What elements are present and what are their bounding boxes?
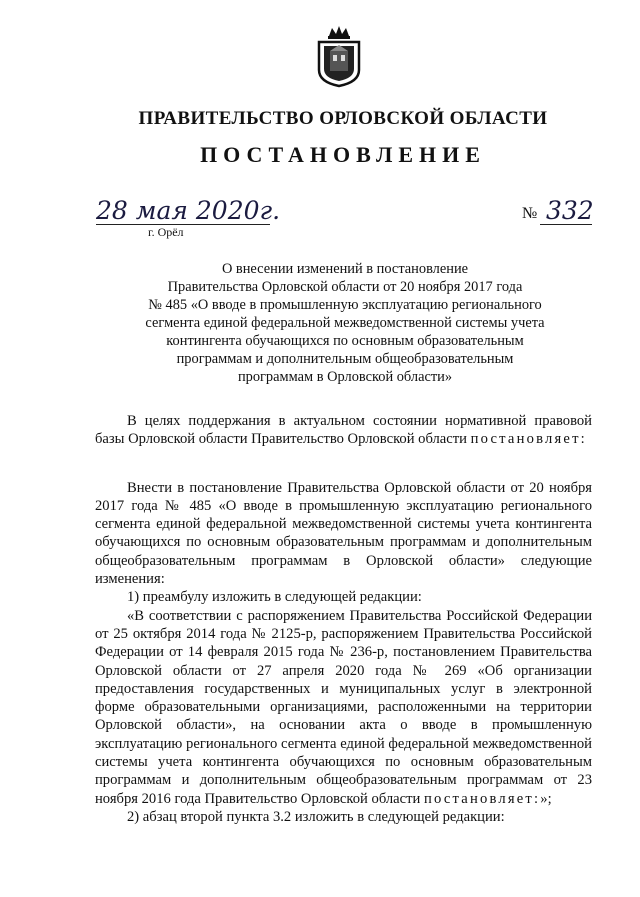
coat-of-arms-icon — [316, 24, 362, 88]
resolves-word: постановляет: — [470, 431, 587, 448]
subject-line: программам и дополнительным общеобразовательным — [176, 351, 514, 367]
government-title: ПРАВИТЕЛЬСТВО ОРЛОВСКОЙ ОБЛАСТИ — [138, 108, 548, 129]
resolution-body — [95, 412, 592, 826]
resolution-subject — [120, 260, 570, 386]
item-2: 2) абзац второй пункта 3.2 изложить в следующей редакции: — [127, 808, 505, 825]
number-underline — [540, 224, 592, 225]
handwritten-date: 28 мая 2020г. — [96, 196, 281, 225]
preamble-text: В целях поддержания в актуальном состоянии нормативной правовой базы Орловской области Правительство Орловской области — [95, 413, 592, 448]
number-label: № — [522, 205, 538, 222]
handwritten-number: 332 — [546, 196, 594, 225]
subject-line: Правительства Орловской области от 20 ноября 2017 года — [167, 279, 523, 295]
subject-line: № 485 «О вводе в промышленную эксплуатацию регионального — [148, 297, 542, 313]
subject-line: О внесении изменений в постановление — [221, 261, 469, 277]
preamble-paragraph — [95, 412, 592, 449]
quoted-preamble-text: «В соответствии с распоряжением Правительства Российской Федерации от 25 октября 2014 года № 2125-р, распоряжением Правительства Российской Федерации от 14 февраля 2015 года № 236-р, постановлением Правительства Орловской области от 27 апреля 2020 года № 269 «Об организации предоставления государственных и муниципальных услуг в электронной форме образовательными организациями, расположенными на территории Орловской области», на основании акта о вводе в промышленную эксплуатацию регионального сегмента единой федеральной межведомственной системы учета контингента обучающихся по основным образовательным программам и дополнительным общеобразовательным программам от 23 ноября 2016 года Правительство Орловской области — [95, 607, 592, 807]
city-label: г. Орёл — [148, 225, 184, 239]
subject-line: программам в Орловской области» — [237, 369, 453, 385]
quoted-resolves-word: постановляет: — [423, 790, 541, 807]
subject-line: контингента обучающихся по основным образовательным — [166, 333, 524, 349]
item-1: 1) преамбулу изложить в следующей редакции: — [127, 589, 422, 606]
subject-line: сегмента единой федеральной межведомственной системы учета — [145, 315, 545, 331]
amendment-paragraph: Внести в постановление Правительства Орловской области от 20 ноября 2017 года № 485 «О вводе в промышленную эксплуатацию регионального сегмента единой федеральной межведомственной системы учета контингента обучающихся по основным образовательным программам и дополнительным общеобразовательным программам в Орловской области» следующие изменения: — [95, 479, 592, 588]
document-type: ПОСТАНОВЛЕНИЕ — [200, 142, 486, 167]
quoted-preamble — [95, 607, 592, 808]
quote-end: »; — [540, 790, 552, 807]
